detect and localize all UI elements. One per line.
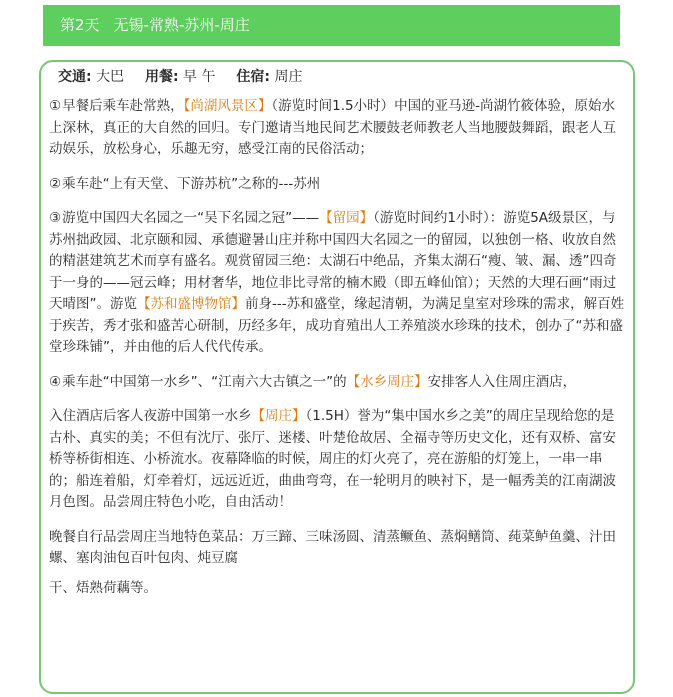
meal-value: 早 午 bbox=[183, 69, 216, 85]
itinerary-item-3 bbox=[49, 208, 627, 359]
attraction-highlight: 【苏和盛博物馆】 bbox=[137, 296, 245, 312]
attraction-highlight: 【水乡周庄】 bbox=[346, 373, 428, 390]
attraction-highlight: 【周庄】 bbox=[251, 408, 306, 424]
item-number: ④ bbox=[49, 373, 62, 390]
dinner-paragraph-continued: 干、焐熟荷藕等。 bbox=[49, 579, 157, 596]
item-text: 早餐后乘车赴常熟， bbox=[62, 98, 184, 114]
item-text: 游览中国四大名园之一“吴下名园之冠”—— bbox=[62, 210, 320, 226]
itinerary-item-2 bbox=[49, 174, 627, 196]
item-text: （游览时间约1小时）：游览5A级景区，与苏州拙政园、北京颐和园、承德避暑山庄并称中国四大名园之一的留园，以独创一格、收放自然的精湛建筑艺术而享有盛名。观赏留园三绝：太湖石中绝品，齐集太湖石“瘦、皱、漏、透”四奇于一身的——冠云峰；用材奢华，地位非比寻常的楠木殿（即五峰仙馆）；天然的大理石画“雨过天晴图”。游览 bbox=[49, 210, 617, 312]
item-text: 乘车赴“中国第一水乡”、“江南六大古镇之一”的 bbox=[62, 373, 347, 390]
stay-label: 住宿: bbox=[236, 69, 270, 85]
day-number: 第2天 bbox=[60, 16, 100, 34]
item-number: ② bbox=[49, 175, 62, 192]
meal-label: 用餐: bbox=[144, 69, 179, 85]
item-text: （1.5H）誉为“集中国水乡之美”的周庄呈现给您的是古朴、真实的美；不但有沈厅、张厅、迷楼、叶楚伧故居、全福寺等历史文化，还有双桥、富安桥等桥街相连、小桥流水。夜幕降临的时候，周庄的灯火亮了，亮在游船的灯笼上，一串一串的；船连着船，灯牵着灯，远远近近，曲曲弯弯，在一轮明月的映衬下，是一幅秀美的江南湖波月色图。品尝周庄特色小吃，自由活动！ bbox=[49, 408, 616, 510]
itinerary-item-4 bbox=[49, 372, 627, 394]
item-number: ③ bbox=[49, 210, 62, 226]
trip-info-row bbox=[58, 67, 302, 87]
itinerary-item-1 bbox=[49, 96, 627, 161]
day-header-bar bbox=[43, 5, 620, 46]
day-route: 无锡-常熟-苏州-周庄 bbox=[113, 16, 250, 34]
attraction-highlight: 【尚湖风景区】 bbox=[183, 98, 272, 114]
itinerary-content bbox=[49, 96, 627, 612]
item-text: 乘车赴“上有天堂、下游苏杭”之称的---苏州 bbox=[62, 175, 321, 192]
transport-label: 交通: bbox=[58, 69, 92, 85]
evening-paragraph bbox=[49, 406, 627, 514]
item-text: （游览时间1.5小时）中国的亚马逊-尚湖竹筱体验，原始水上深林，真正的大自然的回归。专门邀请当地民间艺术腰鼓老师教老人当地腰鼓舞蹈，跟老人互动娱乐，放松身心，乐趣无穷，感受江南的民俗活动； bbox=[49, 98, 616, 157]
item-number: ① bbox=[49, 98, 62, 114]
attraction-highlight: 【留园】 bbox=[319, 210, 374, 226]
item-text: 入住酒店后客人夜游中国第一水乡 bbox=[49, 408, 252, 424]
transport-value: 大巴 bbox=[96, 69, 125, 85]
stay-value: 周庄 bbox=[274, 69, 303, 85]
dinner-paragraph: 晚餐自行品尝周庄当地特色菜品：万三蹄、三味汤圆、清蒸鳜鱼、蒸焖鳝筒、莼菜鲈鱼羹、汁田螺、塞肉油包百叶包肉、炖豆腐 bbox=[49, 528, 616, 566]
item-text: 安排客人入住周庄酒店， bbox=[427, 373, 577, 390]
item-text: 前身---苏和盛堂，缘起清朝，为满足皇室对珍珠的需求，解百姓于疾苦，秀才张和盛苦心研制，历经多年，成功育殖出人工养殖淡水珍珠的技术，创办了“苏和盛堂珍珠铺”，并由他的后人代代传承。 bbox=[49, 296, 625, 355]
